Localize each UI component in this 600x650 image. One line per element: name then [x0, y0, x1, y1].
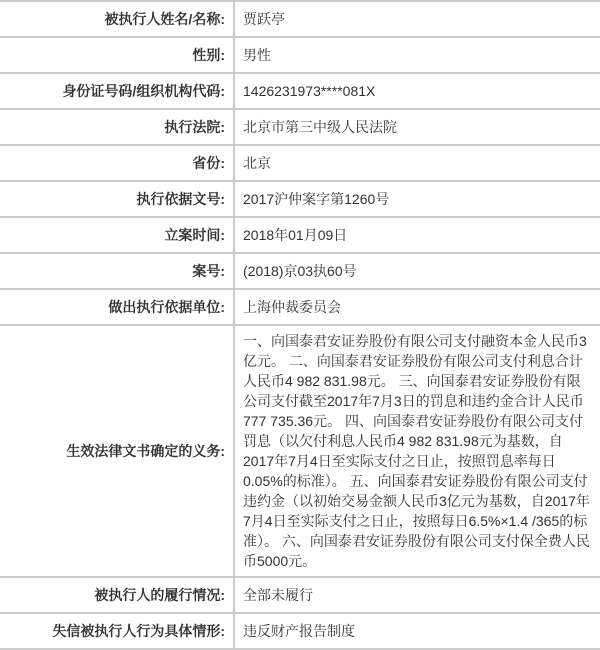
row-subject-name	[0, 2, 600, 38]
field-value: (2018)京03执60号	[243, 263, 357, 279]
field-label: 被执行人姓名/名称:	[0, 2, 235, 36]
field-value: 北京市第三中级人民法院	[243, 119, 397, 135]
field-value: 违反财产报告制度	[243, 623, 355, 639]
field-value: 2017沪仲案字第1260号	[243, 191, 390, 207]
row-filing-date	[0, 218, 600, 254]
row-legal-obligations	[0, 326, 600, 578]
field-label: 执行依据文号:	[0, 182, 235, 216]
field-value: 2018年01月09日	[243, 227, 348, 243]
row-dishonest-conduct	[0, 614, 600, 650]
row-basis-issuing-unit	[0, 290, 600, 326]
row-gender	[0, 38, 600, 74]
field-label: 被执行人的履行情况:	[0, 578, 235, 612]
field-label: 生效法律文书确定的义务:	[0, 326, 235, 576]
field-label: 做出执行依据单位:	[0, 290, 235, 324]
row-id-number	[0, 74, 600, 110]
field-label: 身份证号码/组织机构代码:	[0, 74, 235, 108]
field-label: 执行法院:	[0, 110, 235, 144]
field-value: 上海仲裁委员会	[243, 299, 341, 315]
row-performance-status	[0, 578, 600, 614]
field-label: 案号:	[0, 254, 235, 288]
field-value: 1426231973****081X	[243, 83, 376, 99]
field-value: 一、向国泰君安证券股份有限公司支付融资本金人民币3亿元。 二、向国泰君安证券股份有限公司支付利息合计人民币4 982 831.98元。 三、向国泰君安证券股份有限公司支付截至2017年7月3日的罚息和违约金合计人民币777 735.36元。 四、向国泰君安证券股份有限公司支付罚息（以欠付利息人民币4 982 831.98元为基数，自2017年7月4日至实际支付之日止，按照罚息率每日0.05%的标准）。 五、向国泰君安证券股份有限公司支付违约金（以初始交易金额人民币3亿元为基数，自2017年7月4日至实际支付之日止，按照每日6.5%×1.4 /365的标准）。 六、向国泰君安证券股份有限公司支付保全费人民币5000元。	[243, 333, 590, 569]
row-province	[0, 146, 600, 182]
field-value: 全部未履行	[243, 587, 313, 603]
field-value: 男性	[243, 47, 271, 63]
row-basis-document-number	[0, 182, 600, 218]
field-label: 性别:	[0, 38, 235, 72]
field-value: 贾跃亭	[243, 11, 285, 27]
field-value: 北京	[243, 155, 271, 171]
row-enforcement-court	[0, 110, 600, 146]
field-label: 立案时间:	[0, 218, 235, 252]
row-case-number	[0, 254, 600, 290]
field-label: 省份:	[0, 146, 235, 180]
field-label: 失信被执行人行为具体情形:	[0, 614, 235, 648]
